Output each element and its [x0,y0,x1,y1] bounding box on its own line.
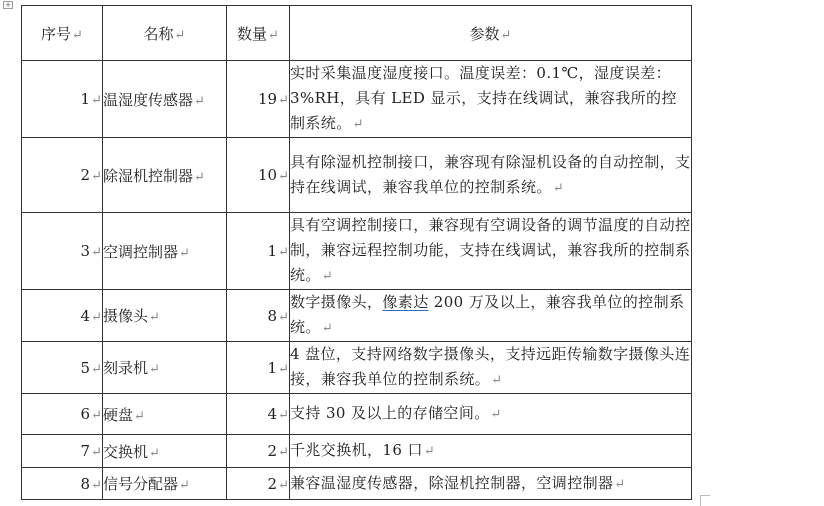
row-params: 数字摄像头，像素达 200 万及以上，兼容我单位的控制系统。↵ [290,290,692,342]
table-row [22,290,692,342]
row-qty: 8↵ [227,290,290,342]
table-row [22,342,692,394]
row-index: 1↵ [22,61,103,138]
table-row [22,61,692,138]
row-params: 千兆交换机，16 口↵ [290,435,692,468]
row-params: 支持 30 及以上的存储空间。↵ [290,394,692,435]
row-qty: 19↵ [227,61,290,138]
row-name: 空调控制器↵ [103,213,227,290]
row-qty: 1↵ [227,213,290,290]
equipment-table [21,5,692,500]
row-name: 摄像头↵ [103,290,227,342]
spellcheck-underlined-text: 像素达 [382,293,429,311]
header-index: 序号↵ [22,6,103,61]
table-header-row [22,6,692,61]
table-row [22,468,692,500]
row-qty: 2↵ [227,468,290,500]
row-qty: 4↵ [227,394,290,435]
row-index: 2↵ [22,138,103,213]
row-params: 兼容温湿度传感器，除湿机控制器，空调控制器↵ [290,468,692,500]
table-row [22,394,692,435]
header-qty: 数量↵ [227,6,290,61]
row-name: 硬盘↵ [103,394,227,435]
row-qty: 2↵ [227,435,290,468]
table-row [22,138,692,213]
row-index: 6↵ [22,394,103,435]
row-name: 除湿机控制器↵ [103,138,227,213]
header-name: 名称↵ [103,6,227,61]
row-params: 具有除湿机控制接口，兼容现有除湿机设备的自动控制，支持在线调试，兼容我单位的控制系统。↵ [290,138,692,213]
row-params: 实时采集温度湿度接口。温度误差：0.1℃，湿度误差：3%RH，具有 LED 显示，支持在线调试，兼容我所的控制系统。↵ [290,61,692,138]
row-index: 8↵ [22,468,103,500]
row-name: 刻录机↵ [103,342,227,394]
row-index: 3↵ [22,213,103,290]
table-row [22,213,692,290]
row-name: 信号分配器↵ [103,468,227,500]
table-move-handle[interactable] [3,1,13,9]
table-row [22,435,692,468]
row-name: 交换机↵ [103,435,227,468]
row-index: 4↵ [22,290,103,342]
row-qty: 10↵ [227,138,290,213]
header-params: 参数↵ [290,6,692,61]
row-index: 5↵ [22,342,103,394]
row-params: 具有空调控制接口，兼容现有空调设备的调节温度的自动控制，兼容远程控制功能，支持在线调试，兼容我所的控制系统。↵ [290,213,692,290]
row-qty: 1↵ [227,342,290,394]
row-params: 4 盘位，支持网络数字摄像头，支持远距传输数字摄像头连接，兼容我单位的控制系统。↵ [290,342,692,394]
page-edge-marker [700,495,710,506]
row-name: 温湿度传感器↵ [103,61,227,138]
row-index: 7↵ [22,435,103,468]
